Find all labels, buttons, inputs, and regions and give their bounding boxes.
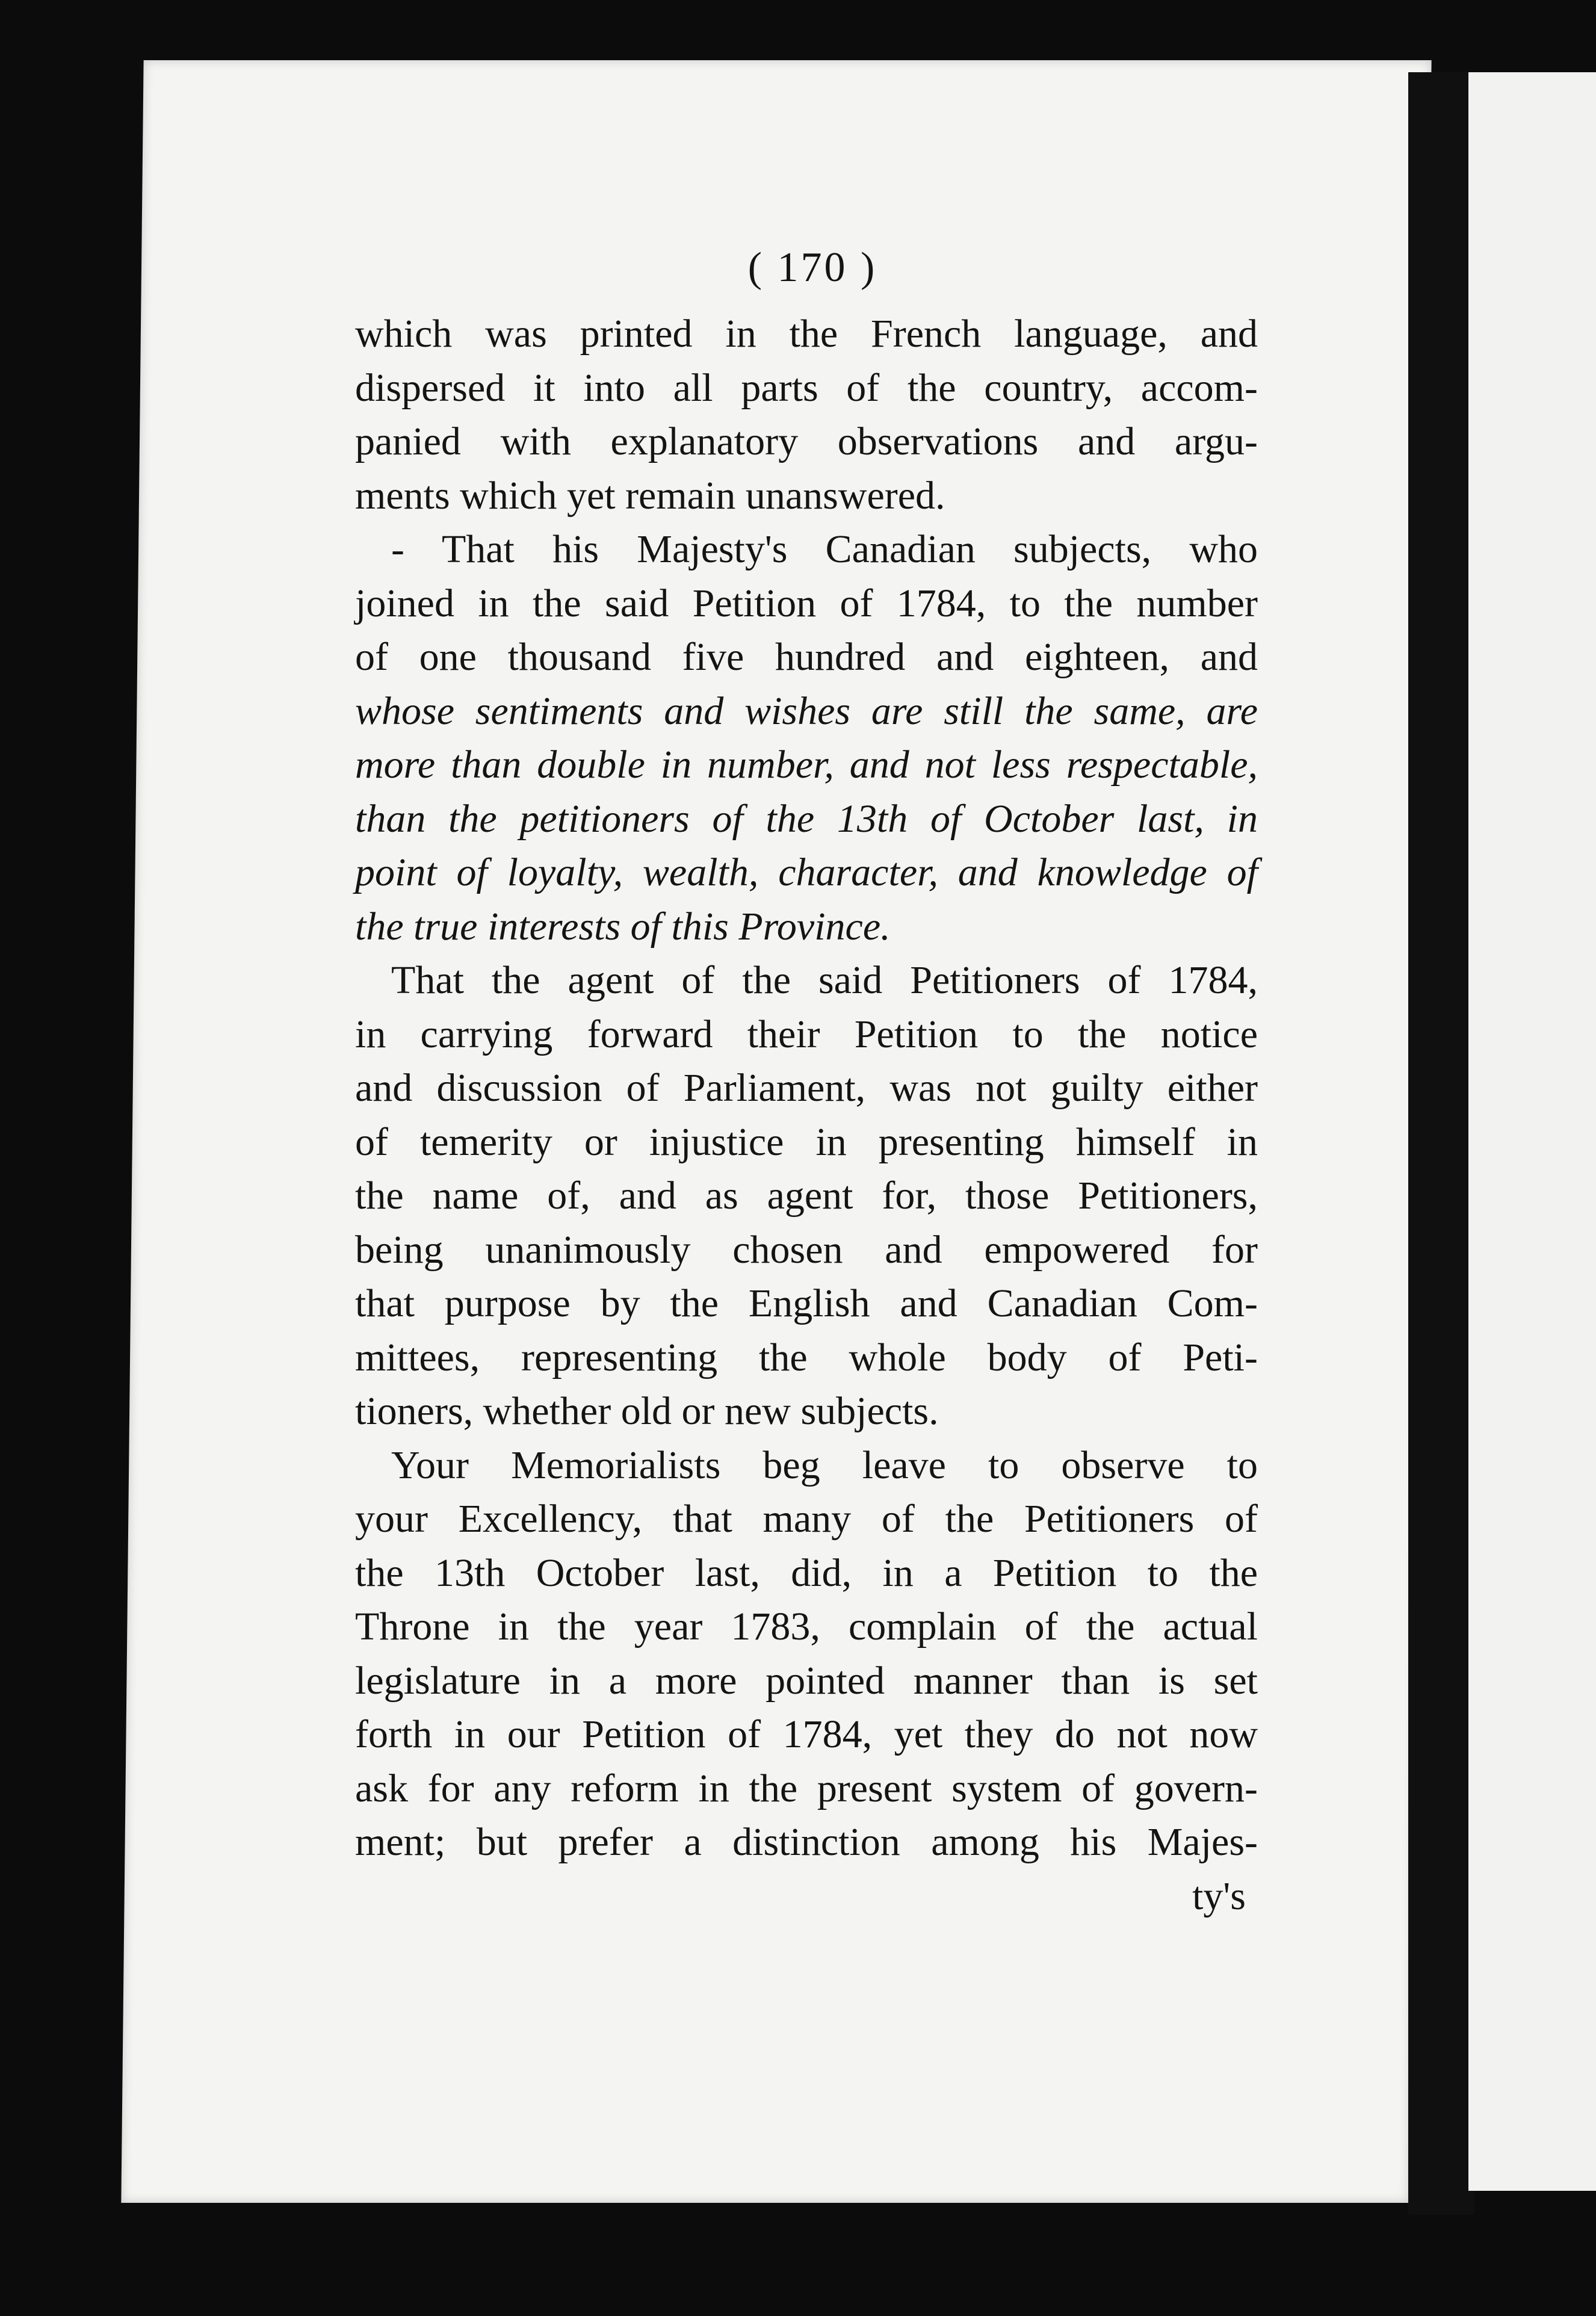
text-line: the 13th October last, did, in a Petition to the — [355, 1550, 1258, 1595]
text-line: ment; but prefer a distinction among his Majes- — [355, 1820, 1258, 1864]
page-text — [355, 241, 1258, 1923]
text-line: ments which yet remain unanswered. — [355, 473, 945, 518]
paragraph-first-line: Your Memorialists beg leave to observe to — [391, 1443, 1258, 1487]
adjacent-page-edge — [1468, 72, 1596, 2191]
text-line: ask for any reform in the present system of govern- — [355, 1766, 1258, 1810]
text-line: your Excellency, that many of the Petitioners of — [355, 1497, 1258, 1541]
italic-text-line: point of loyalty, wealth, character, and knowledge of — [355, 850, 1258, 894]
text-line: of temerity or injustice in presenting himself in — [355, 1119, 1258, 1164]
text-line: tioners, whether old or new subjects. — [355, 1389, 939, 1433]
text-line: that purpose by the English and Canadian Com- — [355, 1281, 1258, 1325]
paragraph-first-line: - That his Majesty's Canadian subjects, who — [391, 527, 1258, 571]
italic-text-line: more than double in number, and not less respectable, — [355, 743, 1258, 787]
text-line: in carrying forward their Petition to the notice — [355, 1012, 1258, 1056]
text-line: which was printed in the French language, and — [355, 312, 1258, 356]
text-line: of one thousand five hundred and eighteen, and — [355, 635, 1258, 679]
text-line: being unanimously chosen and empowered for — [355, 1227, 1258, 1272]
text-line: the name of, and as agent for, those Petitioners, — [355, 1174, 1258, 1218]
text-line: joined in the said Petition of 1784, to the number — [355, 581, 1258, 625]
catchword: ty's — [1192, 1874, 1246, 1918]
italic-text-line: whose sentiments and wishes are still the same, are — [355, 689, 1258, 733]
page-number: ( 170 ) — [747, 244, 877, 291]
text-line: forth in our Petition of 1784, yet they do not now — [355, 1712, 1258, 1756]
text-line: Throne in the year 1783, complain of the actual — [355, 1605, 1258, 1649]
paragraph-first-line: That the agent of the said Petitioners of 1784, — [391, 958, 1258, 1002]
italic-text-line: the true interests of this Province. — [355, 904, 891, 949]
text-line: panied with explanatory observations and argu- — [355, 420, 1258, 463]
text-line: mittees, representing the whole body of Peti- — [355, 1335, 1258, 1379]
text-line: and discussion of Parliament, was not guilty either — [355, 1066, 1258, 1110]
text-line: legislature in a more pointed manner than is set — [355, 1658, 1258, 1703]
page-gutter — [1408, 72, 1474, 2215]
text-line: dispersed it into all parts of the country, accom- — [355, 365, 1258, 410]
italic-text-line: than the petitioners of the 13th of October last, in — [355, 796, 1258, 841]
